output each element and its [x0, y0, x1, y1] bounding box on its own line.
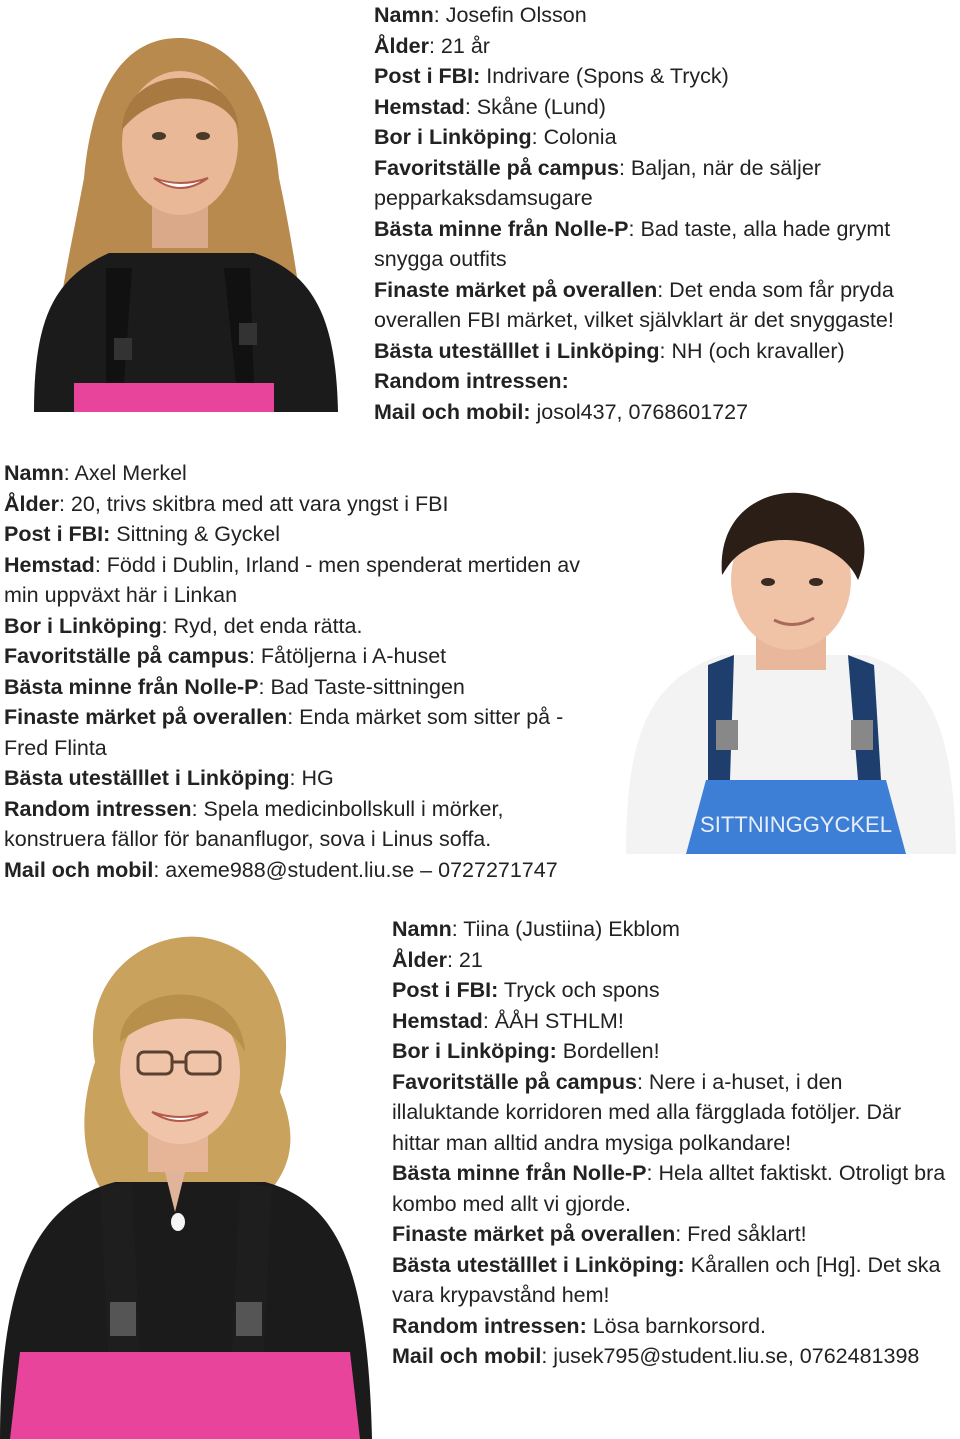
- profile-row: [392, 1036, 952, 1067]
- profile-row: [4, 519, 600, 550]
- field-label: Bästa minne från Nolle-P: [392, 1161, 647, 1185]
- field-label: Finaste märket på overallen: [4, 705, 288, 729]
- profile-row: Hemstad: ÅÅH STHLM!: [392, 1008, 624, 1033]
- profile-row: Bor i Linköping: Colonia: [374, 125, 617, 149]
- field-value: Spela medicinbollskull i mörker, konstruera fällor för bananflugor, sova i Linus soffa.: [4, 796, 510, 851]
- field-label: Bästa minne från Nolle-P: [4, 674, 259, 699]
- field-value: Indrivare (Spons & Tryck): [480, 64, 729, 88]
- field-value: Sittning & Gyckel: [110, 522, 280, 546]
- profile-row: Namn: Tiina (Justiina) Ekblom: [392, 917, 680, 941]
- profile-row: Ålder: 21 år: [374, 33, 490, 58]
- field-label: Post i FBI:: [4, 522, 111, 546]
- photo-axel-merkel: [626, 480, 956, 854]
- field-value: Nere i a-huset, i den illaluktande korridoren med alla färgglada fotöljer. Där hittar man alltid andra mysiga polkandare!: [392, 1069, 908, 1155]
- profile-axel-merkel: [4, 458, 600, 885]
- field-label: Ålder: [4, 491, 59, 516]
- profile-row: Bor i Linköping: Ryd, det enda rätta.: [4, 613, 363, 638]
- profile-row: Namn: Josefin Olsson: [374, 3, 587, 27]
- field-label: Bästa minne från Nolle-P: [374, 216, 629, 241]
- field-label: Bästa uteställlet i Linköping:: [392, 1252, 685, 1277]
- profile-row: [374, 366, 934, 397]
- profile-row: Ålder: 21: [392, 947, 483, 972]
- field-label: Bor i Linköping: [374, 125, 532, 149]
- field-label: Hemstad: [392, 1008, 483, 1033]
- field-label: Favoritställe på campus: [392, 1069, 637, 1094]
- field-value: josol437, 0768601727: [530, 399, 749, 424]
- field-label: Finaste märket på overallen: [392, 1222, 676, 1246]
- field-label: Bor i Linköping:: [392, 1039, 557, 1063]
- field-label: Namn: [4, 461, 64, 485]
- field-label: Post i FBI:: [374, 64, 481, 88]
- field-value: Hela alltet faktiskt. Otroligt bra kombo med allt vi gjorde.: [392, 1161, 952, 1216]
- profile-row: Bästa uteställlet i Linköping: NH (och kravaller): [374, 338, 845, 363]
- field-label: Ålder: [374, 33, 429, 58]
- field-value: Tryck och spons: [498, 978, 660, 1002]
- field-label: Bästa uteställlet i Linköping: [4, 766, 290, 790]
- field-value: Född i Dublin, Irland - men spenderat mertiden av min uppväxt här i Linkan: [4, 552, 586, 607]
- field-value: ÅÅH STHLM!: [488, 1008, 624, 1033]
- field-value: Bad taste, alla hade grymt snygga outfits: [374, 216, 897, 271]
- profile-tiina-ekblom: [392, 914, 952, 1372]
- profile-row: [392, 975, 952, 1006]
- field-label: Random intressen: [4, 796, 192, 821]
- field-label: Finaste märket på overallen: [374, 277, 658, 302]
- profile-row: Bästa uteställlet i Linköping: HG: [4, 766, 334, 790]
- field-value: Skåne (Lund): [470, 94, 606, 119]
- field-label: Mail och mobil: [392, 1344, 542, 1368]
- profile-row: Favoritställe på campus: Nere i a-huset, i den illaluktande korridoren med alla färgglada fotöljer. Där hittar man alltid andra mysiga polkandare!: [392, 1069, 908, 1155]
- field-label: Mail och mobil: [4, 857, 154, 882]
- field-label: Favoritställe på campus: [4, 644, 249, 668]
- field-label: Post i FBI:: [392, 978, 499, 1002]
- field-label: Namn: [374, 3, 434, 27]
- overall-patch-text: SITTNINGGYCKEL: [700, 812, 892, 837]
- profile-row: [392, 1311, 952, 1342]
- field-value: Bordellen!: [556, 1039, 660, 1063]
- field-value: Kårallen och [Hg]. Det ska vara krypavstånd hem!: [392, 1252, 947, 1307]
- profile-row: [374, 61, 934, 92]
- profile-row: Ålder: 20, trivs skitbra med att vara yngst i FBI: [4, 491, 449, 516]
- field-label: Random intressen:: [374, 369, 569, 393]
- profile-row: [392, 1250, 952, 1311]
- profile-row: Hemstad: Född i Dublin, Irland - men spenderat mertiden av min uppväxt här i Linkan: [4, 552, 586, 607]
- profile-row: Favoritställe på campus: Fåtöljerna i A-huset: [4, 644, 447, 668]
- field-label: Hemstad: [4, 552, 95, 577]
- field-value: Baljan, när de säljer pepparkaksdamsugare: [374, 155, 827, 210]
- field-label: Namn: [392, 917, 452, 941]
- field-value: Tiina (Justiina) Ekblom: [457, 917, 680, 941]
- field-value: Fred såklart!: [681, 1222, 807, 1246]
- field-value: Josefin Olsson: [439, 3, 587, 27]
- profile-row: Random intressen: Spela medicinbollskull i mörker, konstruera fällor för bananflugor, sova i Linus soffa.: [4, 796, 510, 851]
- profile-row: Bästa minne från Nolle-P: Hela alltet faktiskt. Otroligt bra kombo med allt vi gjorde.: [392, 1161, 952, 1216]
- field-label: Bor i Linköping: [4, 613, 162, 638]
- profile-josefin-olsson: [374, 0, 934, 427]
- field-value: 21 år: [434, 33, 490, 58]
- profile-row: Mail och mobil: jusek795@student.liu.se, 0762481398: [392, 1344, 920, 1368]
- field-value: 20, trivs skitbra med att vara yngst i FBI: [64, 491, 449, 516]
- profile-row: Hemstad: Skåne (Lund): [374, 94, 606, 119]
- field-value: 21: [452, 947, 483, 972]
- field-value: NH (och kravaller): [665, 338, 845, 363]
- profile-row: Bästa minne från Nolle-P: Bad taste, alla hade grymt snygga outfits: [374, 216, 897, 271]
- field-value: Lösa barnkorsord.: [586, 1313, 766, 1338]
- field-label: Mail och mobil:: [374, 399, 531, 424]
- field-label: Hemstad: [374, 94, 465, 119]
- field-value: Ryd, det enda rätta.: [167, 613, 363, 638]
- field-value: Enda märket som sitter på - Fred Flinta: [4, 705, 570, 760]
- field-value: Colonia: [537, 125, 617, 149]
- photo-tiina-ekblom: [0, 912, 372, 1439]
- profile-row: [374, 397, 934, 428]
- profile-row: Mail och mobil: axeme988@student.liu.se – 0727271747: [4, 857, 558, 882]
- field-value: Axel Merkel: [69, 461, 187, 485]
- profile-row: Namn: Axel Merkel: [4, 461, 187, 485]
- field-label: Random intressen:: [392, 1313, 587, 1338]
- field-value: axeme988@student.liu.se – 0727271747: [159, 857, 558, 882]
- field-label: Favoritställe på campus: [374, 155, 619, 180]
- profile-row: Favoritställe på campus: Baljan, när de säljer pepparkaksdamsugare: [374, 155, 827, 210]
- field-value: Det enda som får pryda overallen FBI märket, vilket självklart är det snyggaste!: [374, 277, 900, 332]
- profile-row: Finaste märket på overallen: Fred såklart!: [392, 1222, 807, 1246]
- profile-row: Finaste märket på overallen: Det enda som får pryda overallen FBI märket, vilket självklart är det snyggaste!: [374, 277, 900, 332]
- field-label: Ålder: [392, 947, 447, 972]
- profile-row: Finaste märket på overallen: Enda märket som sitter på - Fred Flinta: [4, 705, 570, 760]
- field-value: Fåtöljerna i A-huset: [254, 644, 447, 668]
- field-value: jusek795@student.liu.se, 0762481398: [547, 1344, 920, 1368]
- photo-josefin-olsson: [14, 18, 348, 412]
- profile-row: Bästa minne från Nolle-P: Bad Taste-sittningen: [4, 674, 465, 699]
- field-value: HG: [295, 766, 334, 790]
- field-label: Bästa uteställlet i Linköping: [374, 338, 660, 363]
- field-value: Bad Taste-sittningen: [264, 674, 465, 699]
